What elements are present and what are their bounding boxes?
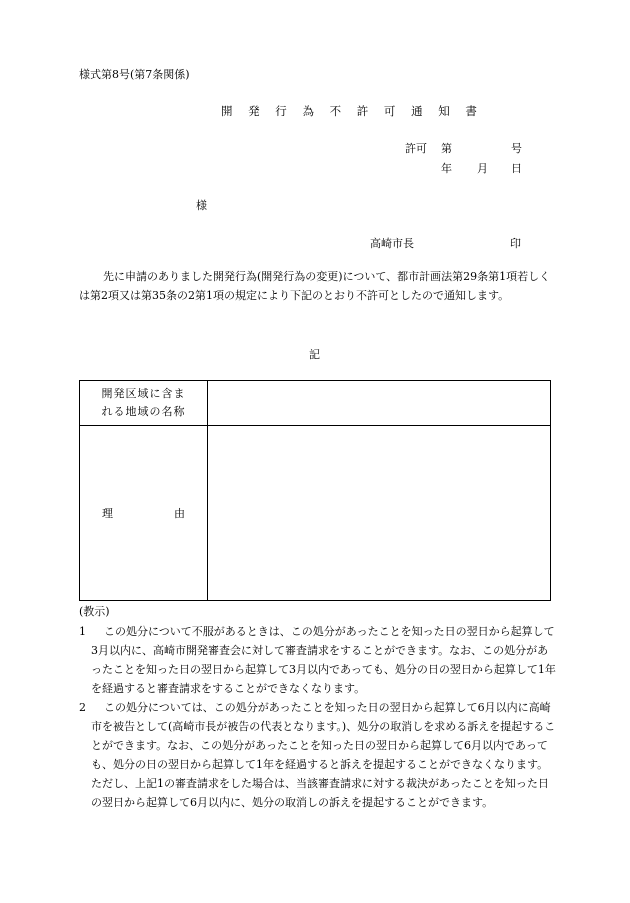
- note-item-2: [79, 698, 557, 812]
- table-row: [80, 426, 551, 601]
- reason-label-left: 理: [102, 507, 113, 520]
- form-number-label: 様式第8号(第7条関係): [79, 68, 190, 81]
- reason-value-cell: [208, 426, 551, 601]
- note-text: この処分については、この処分があったことを知った日の翌日から起算して6月以内に高崎市を被告として(高崎市長が被告の代表となります。)、処分の取消しを求める訴えを提起することができます。なお、この処分があったことを知った日の翌日から起算して6月以内であっても、処分の日の翌日から起算して1年を経過すると訴えを提起することができなくなります。ただし、上記1の審査請求をした場合は、当該審査請求に対する裁決があったことを知った日の翌日から起算して6月以内に、処分の取消しの訴えを提起することができます。: [91, 701, 556, 809]
- area-name-value-cell: [208, 381, 551, 426]
- permit-label: 許可: [405, 142, 427, 155]
- issuer-name: 高崎市長: [370, 237, 414, 250]
- area-name-label-line2: れる地域の名称: [101, 405, 186, 418]
- permit-go: 号: [511, 142, 522, 155]
- note-text: この処分について不服があるときは、この処分があったことを知った日の翌日から起算して3月以内に、高崎市開発審査会に対して審査請求をすることができます。なお、この処分があったことを知った日の翌日から起算して3月以内であっても、処分の日の翌日から起算して1年を経過すると審査請求をすることができなくなります。: [91, 625, 556, 695]
- reason-label-right: 由: [174, 507, 185, 520]
- document-title: 開 発 行 為 不 許 可 通 知 書: [221, 104, 483, 118]
- date-month: 月: [477, 162, 488, 175]
- seal-mark: 印: [510, 237, 521, 250]
- table-row: [80, 381, 551, 426]
- recipient-suffix: 様: [196, 199, 207, 212]
- date-year: 年: [441, 162, 452, 175]
- area-name-label-cell: [80, 381, 208, 426]
- permit-dai: 第: [441, 142, 452, 155]
- ki-heading: 記: [309, 348, 320, 361]
- area-name-label-line1: 開発区域に含ま: [101, 387, 186, 400]
- kyoji-label: (教示): [79, 605, 110, 618]
- body-paragraph: 先に申請のありました開発行為(開発行為の変更)について、都市計画法第29条第1項若しくは第2項又は第35条の2第1項の規定により下記のとおり不許可としたので通知します。: [79, 270, 551, 302]
- note-number: 2: [79, 701, 86, 714]
- reason-label-cell: [80, 426, 208, 601]
- note-item-1: [79, 622, 557, 698]
- date-day: 日: [511, 162, 522, 175]
- info-table: [79, 380, 551, 601]
- note-number: 1: [79, 625, 86, 638]
